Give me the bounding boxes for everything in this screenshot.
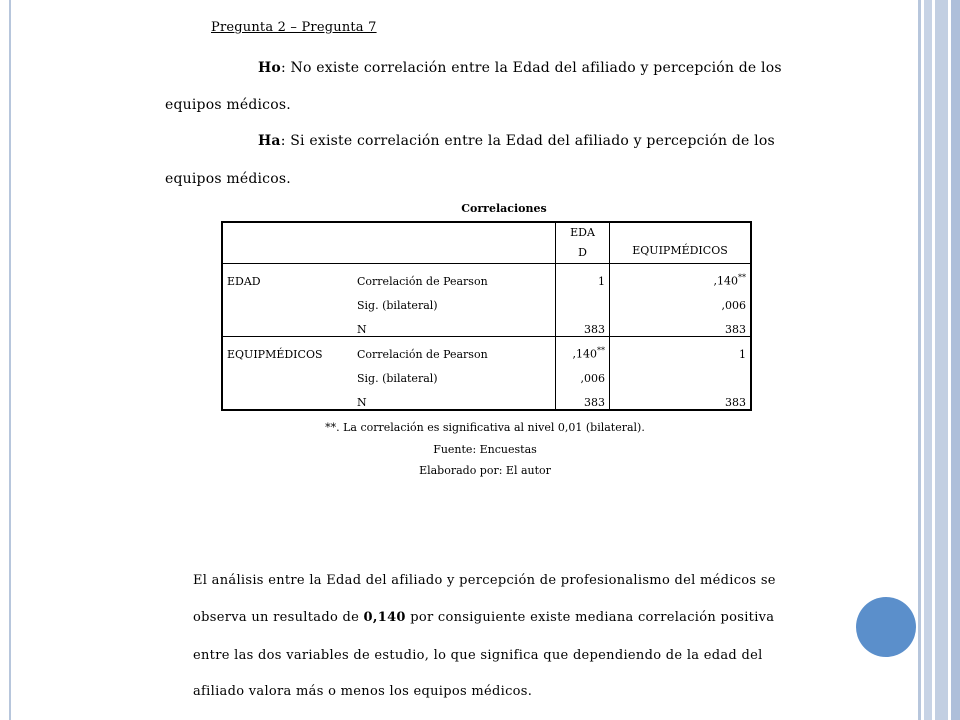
table-title-text: Correlaciones (461, 202, 547, 215)
header-empty-1 (222, 222, 353, 264)
row-statistic: Sig. (bilateral) (357, 299, 438, 312)
cell-edad: 383 (556, 312, 610, 337)
header-edad-part2: D (578, 246, 587, 259)
source-note-text: Fuente: Encuestas (433, 443, 537, 456)
cell-edad: 383 (556, 385, 610, 410)
cell-edad: 1 (556, 264, 610, 289)
header-edad-part1: EDA (570, 226, 595, 239)
alt-hypothesis-line1 (258, 133, 775, 149)
significance-note-text: **. La correlación es significativa al nivel 0,01 (bilateral). (325, 421, 645, 434)
row-variable (222, 288, 353, 312)
right-decorative-bars (918, 0, 960, 720)
header-empty-2 (353, 222, 556, 264)
analysis-line3: entre las dos variables de estudio, lo que significa que dependiendo de la edad del (193, 648, 763, 663)
header-equipmedicos: EQUIPMÉDICOS (610, 222, 752, 264)
correlation-value: 0,140 (363, 610, 406, 625)
analysis-line1: El análisis entre la Edad del afiliado y percepción de profesionalismo del médicos se (193, 573, 776, 588)
correlation-table (221, 221, 752, 411)
source-note (0, 443, 960, 456)
cell-edad (556, 337, 610, 362)
row-statistic: Sig. (bilateral) (357, 372, 438, 385)
cell-equip: 383 (725, 396, 746, 409)
ha-text: : Si existe correlación entre la Edad del afiliado y percepción de los (280, 133, 775, 149)
cell-equip-value: ,140 (713, 275, 738, 288)
table-row (222, 312, 751, 337)
cell-edad (556, 288, 610, 312)
row-variable: EDAD (227, 275, 261, 288)
row-variable (222, 361, 353, 385)
table-header-row (222, 222, 751, 264)
ho-label: Ho (258, 60, 281, 76)
cell-edad: ,006 (556, 361, 610, 385)
analysis-line2-end: por consiguiente existe mediana correlación positiva (405, 610, 775, 625)
table-row (222, 361, 751, 385)
ho-text: : No existe correlación entre la Edad del afiliado y percepción de los (280, 60, 782, 76)
cell-equip: 383 (610, 312, 752, 337)
table-row (222, 337, 751, 362)
null-hypothesis-line2: equipos médicos. (165, 97, 291, 113)
left-border-line (9, 0, 11, 720)
table-title (0, 202, 960, 215)
row-statistic: N (357, 396, 367, 409)
analysis-line4: afiliado valora más o menos los equipos médicos. (193, 684, 533, 699)
null-hypothesis-line1 (258, 60, 782, 76)
header-edad (556, 222, 610, 264)
cell-equip (610, 361, 752, 385)
author-note-text: Elaborado por: El autor (419, 464, 551, 477)
row-variable (222, 312, 353, 337)
cell-equip: ,006 (721, 299, 746, 312)
author-note (0, 464, 960, 477)
alt-hypothesis-line2: equipos médicos. (165, 171, 291, 187)
row-statistic: N (353, 312, 556, 337)
row-statistic: Correlación de Pearson (357, 348, 488, 361)
row-variable (222, 385, 353, 410)
row-statistic: Correlación de Pearson (357, 275, 488, 288)
analysis-line2 (193, 610, 774, 625)
significance-note (0, 421, 960, 434)
table-row (222, 385, 751, 410)
cell-equip (610, 264, 752, 289)
significance-marker: ** (738, 273, 746, 283)
decorative-circle (856, 597, 916, 657)
ha-label: Ha (258, 133, 281, 149)
row-variable: EQUIPMÉDICOS (227, 348, 323, 361)
analysis-line2-start: observa un resultado de (193, 610, 364, 625)
significance-marker: ** (597, 346, 605, 356)
page-heading: Pregunta 2 – Pregunta 7 (211, 20, 377, 35)
cell-edad-value: ,140 (572, 348, 597, 361)
cell-equip: 1 (739, 348, 746, 361)
table-row (222, 264, 751, 289)
table-row (222, 288, 751, 312)
